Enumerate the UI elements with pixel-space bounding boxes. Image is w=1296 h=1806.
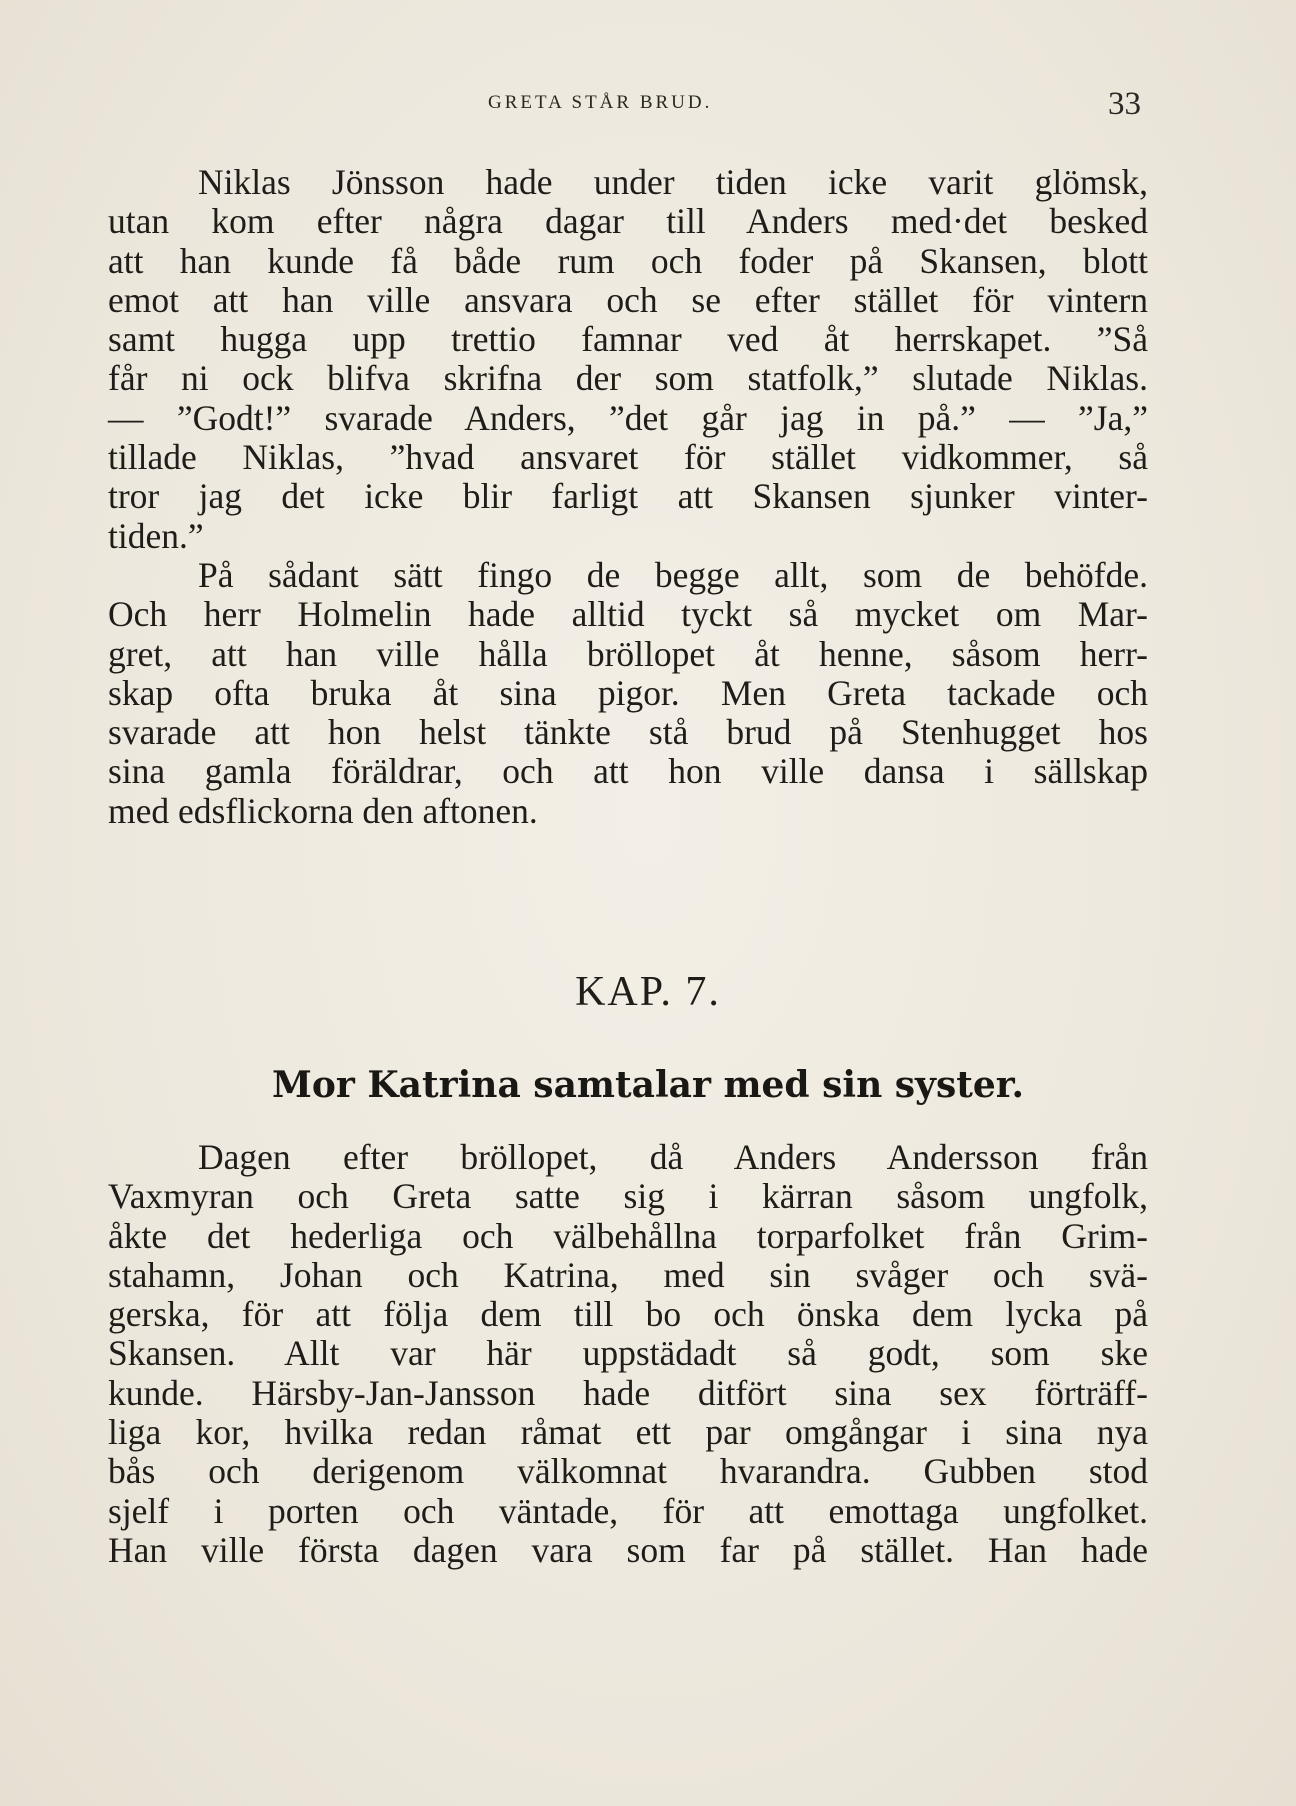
chapter-title: Mor Katrina samtalar med sin syster. xyxy=(272,1064,1024,1106)
text-line: bås och derigenom välkomnat hvarandra. Gubben stod xyxy=(108,1451,1148,1492)
text-line: att han kunde få både rum och foder på Skansen, blott xyxy=(108,240,1148,281)
text-line: utan kom efter några dagar till Anders med·det besked xyxy=(108,201,1148,242)
text-line: sjelf i porten och väntade, för att emottaga ungfolket. xyxy=(108,1490,1148,1531)
text-line: Och herr Holmelin hade alltid tyckt så mycket om Mar- xyxy=(108,594,1148,635)
text-block-bottom xyxy=(108,1138,1148,1570)
text-block-top xyxy=(108,163,1148,831)
paragraph-3 xyxy=(108,1138,1148,1570)
text-line: — ”Godt!” svarade Anders, ”det går jag in på.” — ”Ja,” xyxy=(108,397,1148,438)
text-line: På sådant sätt fingo de begge allt, som de behöfde. xyxy=(198,554,1148,595)
text-line: Dagen efter bröllopet, då Anders Andersson från xyxy=(198,1137,1148,1177)
text-line: med edsflickorna den aftonen. xyxy=(108,790,538,831)
running-title: GRETA STÅR BRUD. xyxy=(488,92,713,113)
paragraph-2 xyxy=(108,556,1148,831)
text-line: emot att han ville ansvara och se efter stället för vintern xyxy=(108,279,1148,320)
running-head xyxy=(0,86,1296,126)
chapter-number: KAP. 7. xyxy=(575,969,721,1015)
text-line: får ni ock blifva skrifna der som statfolk,” slutade Niklas. xyxy=(108,358,1148,399)
text-line: samt hugga upp trettio famnar ved åt herrskapet. ”Så xyxy=(108,319,1148,360)
text-line: skap ofta bruka åt sina pigor. Men Greta tackade och xyxy=(108,672,1148,713)
text-line: tillade Niklas, ”hvad ansvaret för stället vidkommer, så xyxy=(108,437,1148,478)
page-number: 33 xyxy=(1108,86,1141,122)
text-line: tror jag det icke blir farligt att Skansen sjunker vinter- xyxy=(108,476,1148,517)
text-line: gret, att han ville hålla bröllopet åt henne, såsom herr- xyxy=(108,633,1148,674)
text-line: tiden.” xyxy=(108,515,204,556)
text-line: Vaxmyran och Greta satte sig i kärran såsom ungfolk, xyxy=(108,1176,1148,1217)
text-line: Han ville första dagen vara som far på stället. Han hade xyxy=(108,1529,1148,1570)
paragraph-1 xyxy=(108,163,1148,556)
text-line: svarade att hon helst tänkte stå brud på Stenhugget hos xyxy=(108,712,1148,753)
text-line: stahamn, Johan och Katrina, med sin svåger och svä- xyxy=(108,1254,1148,1295)
text-line: åkte det hederliga och välbehållna torparfolket från Grim- xyxy=(108,1215,1148,1256)
text-line: gerska, för att följa dem till bo och önska dem lycka på xyxy=(108,1294,1148,1335)
text-line: Skansen. Allt var här uppstädadt så godt, som ske xyxy=(108,1333,1148,1374)
text-line: sina gamla föräldrar, och att hon ville dansa i sällskap xyxy=(108,751,1148,792)
text-line: Niklas Jönsson hade under tiden icke varit glömsk, xyxy=(198,162,1148,202)
text-line: liga kor, hvilka redan råmat ett par omgångar i sina nya xyxy=(108,1412,1148,1453)
text-line: kunde. Härsby-Jan-Jansson hade ditfört sina sex förträff- xyxy=(108,1372,1148,1413)
